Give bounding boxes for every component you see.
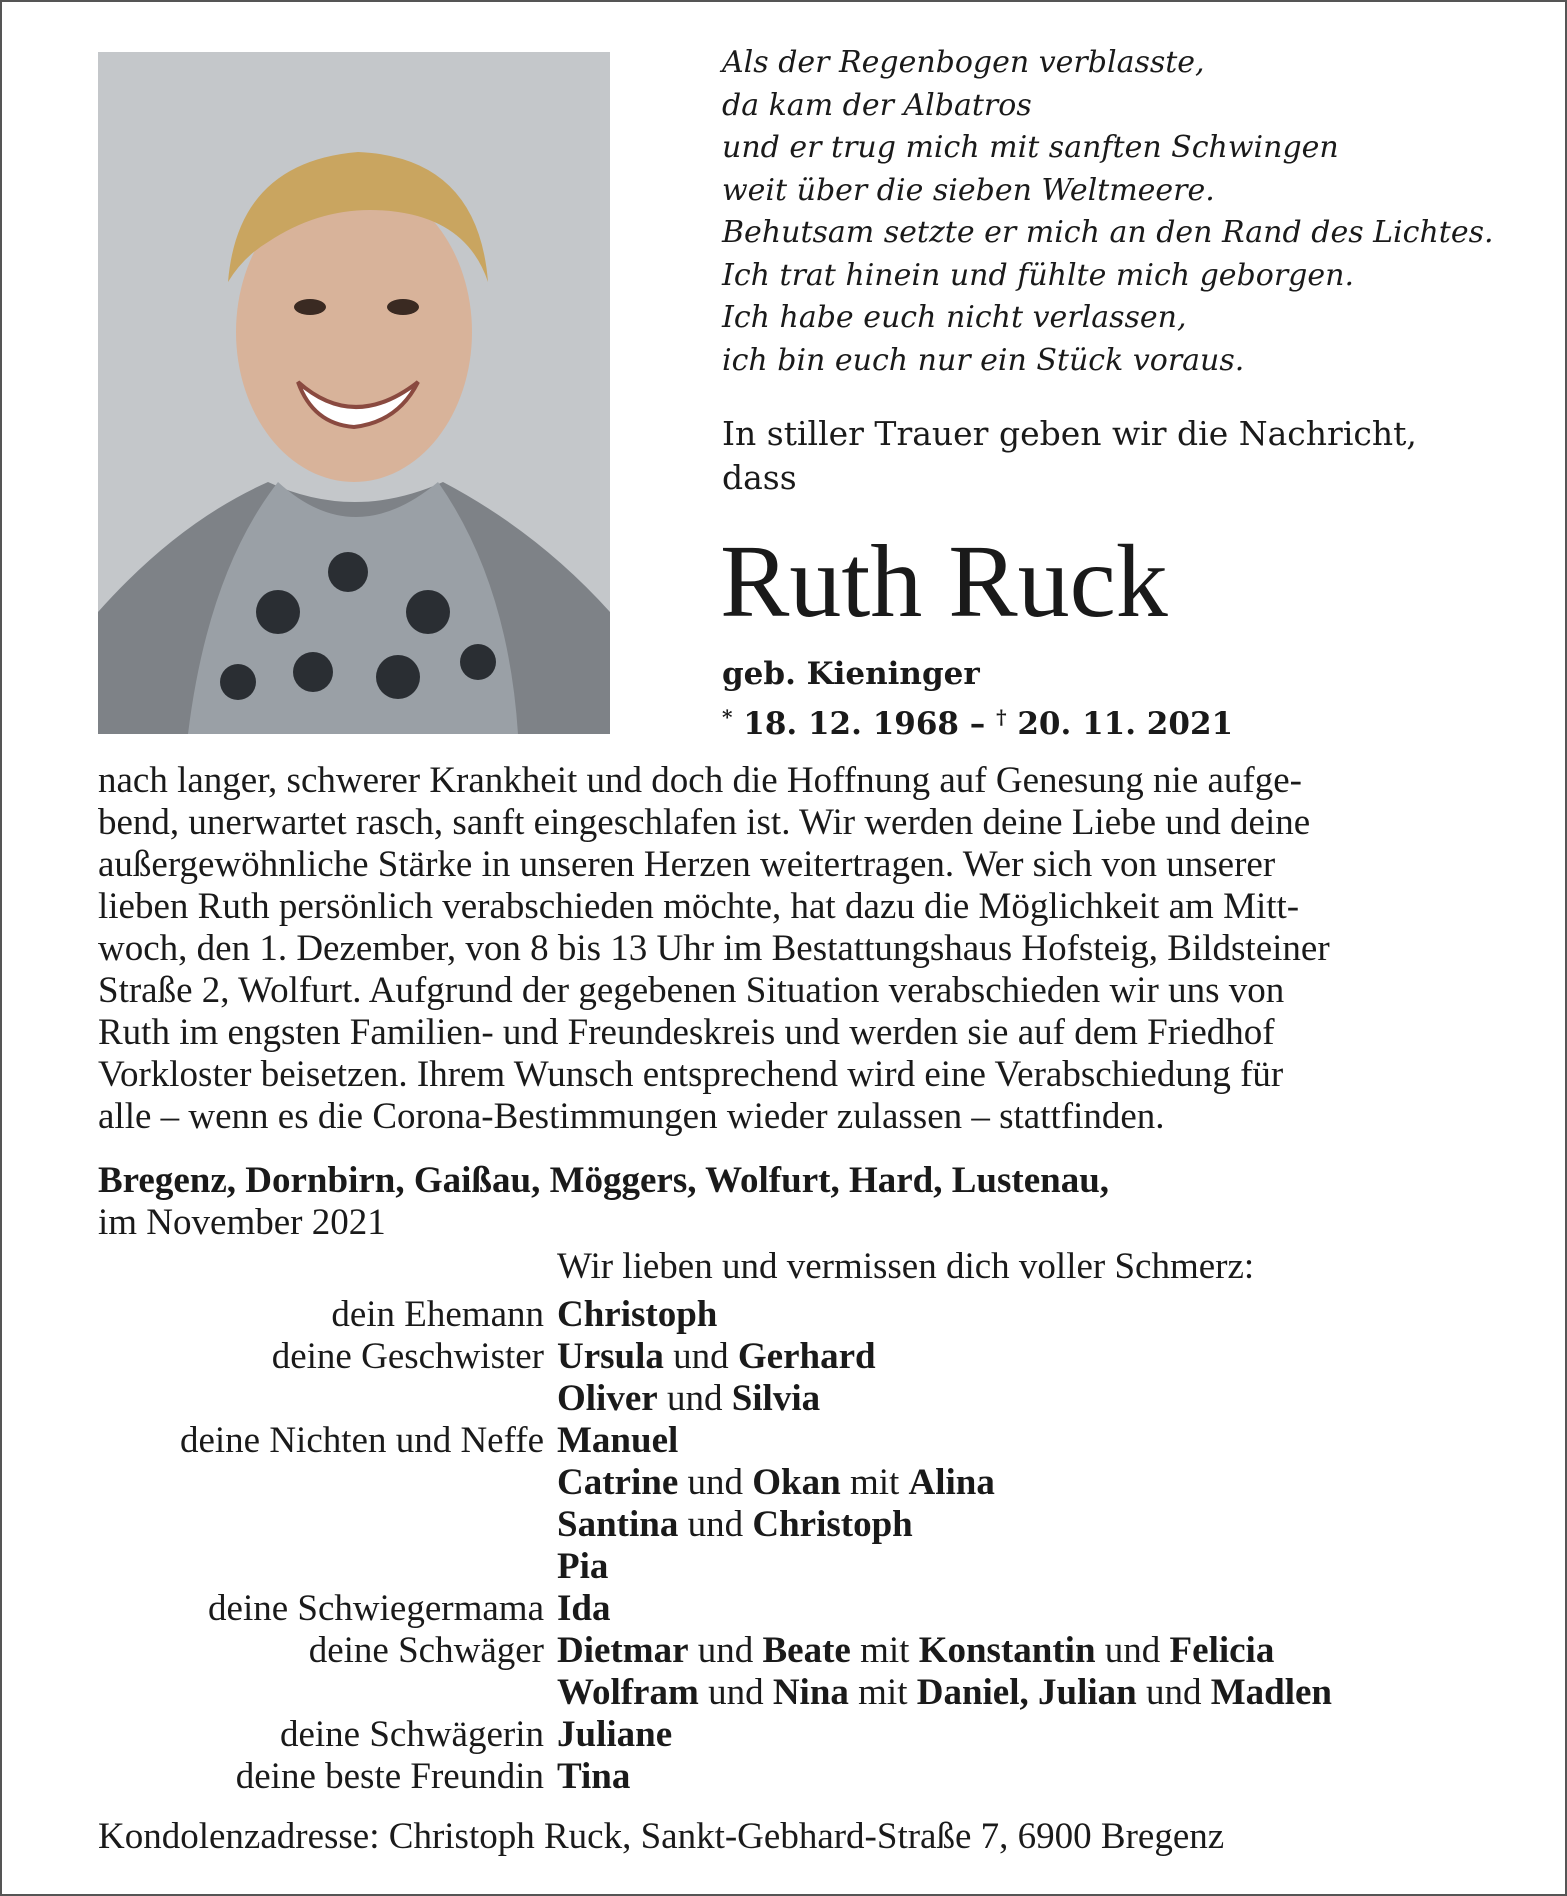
date-dash: – xyxy=(969,706,986,742)
family-relation xyxy=(98,1462,557,1504)
family-connector: und xyxy=(688,1630,763,1671)
death-date: 20. 11. 2021 xyxy=(1017,706,1234,742)
family-member-name: Madlen xyxy=(1210,1672,1333,1713)
family-connector: und xyxy=(678,1462,753,1503)
portrait-photo xyxy=(98,52,610,734)
family-names xyxy=(557,1588,610,1630)
birth-name: geb. Kieninger xyxy=(722,656,980,692)
family-member-name: Pia xyxy=(557,1546,609,1587)
family-relation: deine Schwägerin xyxy=(279,1714,544,1755)
body-line: nach langer, schwerer Krankheit und doch die Hoffnung auf Genesung nie aufge- xyxy=(98,760,1302,801)
body-line: woch, den 1. Dezember, von 8 bis 13 Uhr im Bestattungshaus Hofsteig, Bildsteiner xyxy=(98,928,1330,969)
intro-line: dass xyxy=(722,458,797,497)
body-line: lieben Ruth persönlich verabschieden möchte, hat dazu die Möglichkeit am Mitt- xyxy=(98,886,1300,927)
family-member-name: Dietmar xyxy=(557,1630,689,1671)
poem-line: Ich trat hinein und fühlte mich geborgen. xyxy=(722,257,1354,293)
family-relation: deine Schwiegermama xyxy=(208,1588,544,1629)
family-row xyxy=(98,1378,1518,1420)
family-member-name: Juliane xyxy=(557,1714,673,1755)
family-row xyxy=(98,1462,1518,1504)
family-names xyxy=(557,1294,717,1336)
family-connector: und xyxy=(663,1336,738,1377)
family-member-name: Christoph xyxy=(752,1504,913,1545)
family-names xyxy=(557,1672,1332,1714)
intro-line: In stiller Trauer geben wir die Nachricht, xyxy=(722,414,1417,453)
family-names xyxy=(557,1504,913,1546)
family-member-name: Catrine xyxy=(557,1462,679,1503)
family-connector: und xyxy=(1136,1672,1211,1713)
family-relation xyxy=(98,1504,557,1546)
portrait-illustration xyxy=(98,52,610,734)
poem-line: Ich habe euch nicht verlassen, xyxy=(722,300,1187,335)
family-row xyxy=(98,1672,1518,1714)
family-member-name: Konstantin xyxy=(918,1630,1096,1671)
poem xyxy=(722,42,1522,382)
condolence-address: Kondolenzadresse: Christoph Ruck, Sankt-Gebhard-Straße 7, 6900 Bregenz xyxy=(98,1816,1225,1857)
deceased-name: Ruth Ruck xyxy=(720,524,1168,639)
family-member-name: Beate xyxy=(762,1630,851,1671)
family-connector: und xyxy=(678,1504,753,1545)
family-list xyxy=(98,1294,1518,1798)
family-row xyxy=(98,1504,1518,1546)
date-line: im November 2021 xyxy=(98,1202,386,1243)
life-dates xyxy=(722,697,1233,744)
family-connector: und xyxy=(1095,1630,1170,1671)
family-member-name: Nina xyxy=(772,1672,849,1713)
body-line: Straße 2, Wolfurt. Aufgrund der gegebenen Situation verabschieden wir uns von xyxy=(98,970,1285,1011)
family-member-name: Felicia xyxy=(1169,1630,1275,1671)
mourning-line: Wir lieben und vermissen dich voller Schmerz: xyxy=(557,1246,1255,1287)
family-member-name: Silvia xyxy=(731,1378,821,1419)
death-symbol: † xyxy=(996,705,1007,729)
family-member-name: Tina xyxy=(557,1756,631,1797)
family-connector: mit xyxy=(848,1672,917,1713)
family-relation: deine Geschwister xyxy=(271,1336,544,1377)
body-line: Ruth im engsten Familien- und Freundeskreis und werden sie auf dem Friedhof xyxy=(98,1012,1275,1053)
family-row xyxy=(98,1546,1518,1588)
family-member-name: Okan xyxy=(752,1462,841,1503)
intro-text xyxy=(722,412,1502,500)
body-line: außergewöhnliche Stärke in unseren Herzen weitertragen. Wer sich von unserer xyxy=(98,844,1276,885)
birth-date: 18. 12. 1968 xyxy=(743,706,959,742)
family-row xyxy=(98,1588,1518,1630)
family-connector: und xyxy=(698,1672,773,1713)
poem-line: Als der Regenbogen verblasste, xyxy=(722,45,1205,80)
family-member-name: Christoph xyxy=(557,1294,718,1335)
poem-line: da kam der Albatros xyxy=(722,87,1032,123)
family-relation xyxy=(98,1378,557,1420)
poem-line: weit über die sieben Weltmeere. xyxy=(722,172,1215,208)
family-relation: dein Ehemann xyxy=(331,1294,544,1335)
family-member-name: Manuel xyxy=(557,1420,679,1461)
family-member-name: Santina xyxy=(557,1504,679,1545)
family-row xyxy=(98,1630,1518,1672)
poem-line: Behutsam setzte er mich an den Rand des Lichtes. xyxy=(722,215,1494,250)
family-row xyxy=(98,1756,1518,1798)
family-connector: mit xyxy=(840,1462,909,1503)
family-relation xyxy=(98,1546,557,1588)
body-line: alle – wenn es die Corona-Bestimmungen wieder zulassen – stattfinden. xyxy=(98,1096,1165,1137)
family-relation: deine Nichten und Neffe xyxy=(179,1420,544,1461)
body-line: Vorkloster beisetzen. Ihrem Wunsch entsprechend wird eine Verabschiedung für xyxy=(98,1054,1284,1095)
family-relation xyxy=(98,1672,557,1714)
family-names xyxy=(557,1378,820,1420)
places-list: Bregenz, Dornbirn, Gaißau, Möggers, Wolfurt, Hard, Lustenau, xyxy=(98,1160,1110,1201)
announcement-text xyxy=(98,760,1474,1138)
family-names xyxy=(557,1546,608,1588)
family-connector: mit xyxy=(850,1630,919,1671)
family-relation: deine beste Freundin xyxy=(235,1756,544,1797)
body-line: bend, unerwartet rasch, sanft eingeschlafen ist. Wir werden deine Liebe und deine xyxy=(98,802,1311,843)
family-names xyxy=(557,1462,995,1504)
family-names xyxy=(557,1420,678,1462)
family-names xyxy=(557,1630,1274,1672)
family-row xyxy=(98,1714,1518,1756)
family-names xyxy=(557,1336,876,1378)
family-member-name: Alina xyxy=(908,1462,995,1503)
family-names xyxy=(557,1756,630,1798)
poem-line: und er trug mich mit sanften Schwingen xyxy=(722,130,1339,165)
birth-symbol: * xyxy=(722,705,733,729)
family-member-name: Wolfram xyxy=(557,1672,699,1713)
family-names xyxy=(557,1714,672,1756)
family-row xyxy=(98,1294,1518,1336)
family-member-name: Ursula xyxy=(557,1336,664,1377)
family-member-name: Oliver xyxy=(557,1378,658,1419)
family-member-name: Ida xyxy=(557,1588,611,1629)
family-row xyxy=(98,1420,1518,1462)
poem-line: ich bin euch nur ein Stück voraus. xyxy=(722,342,1245,378)
family-member-name: Daniel, Julian xyxy=(916,1672,1137,1713)
family-row xyxy=(98,1336,1518,1378)
family-relation: deine Schwäger xyxy=(308,1630,544,1671)
family-connector: und xyxy=(657,1378,732,1419)
family-member-name: Gerhard xyxy=(737,1336,876,1377)
